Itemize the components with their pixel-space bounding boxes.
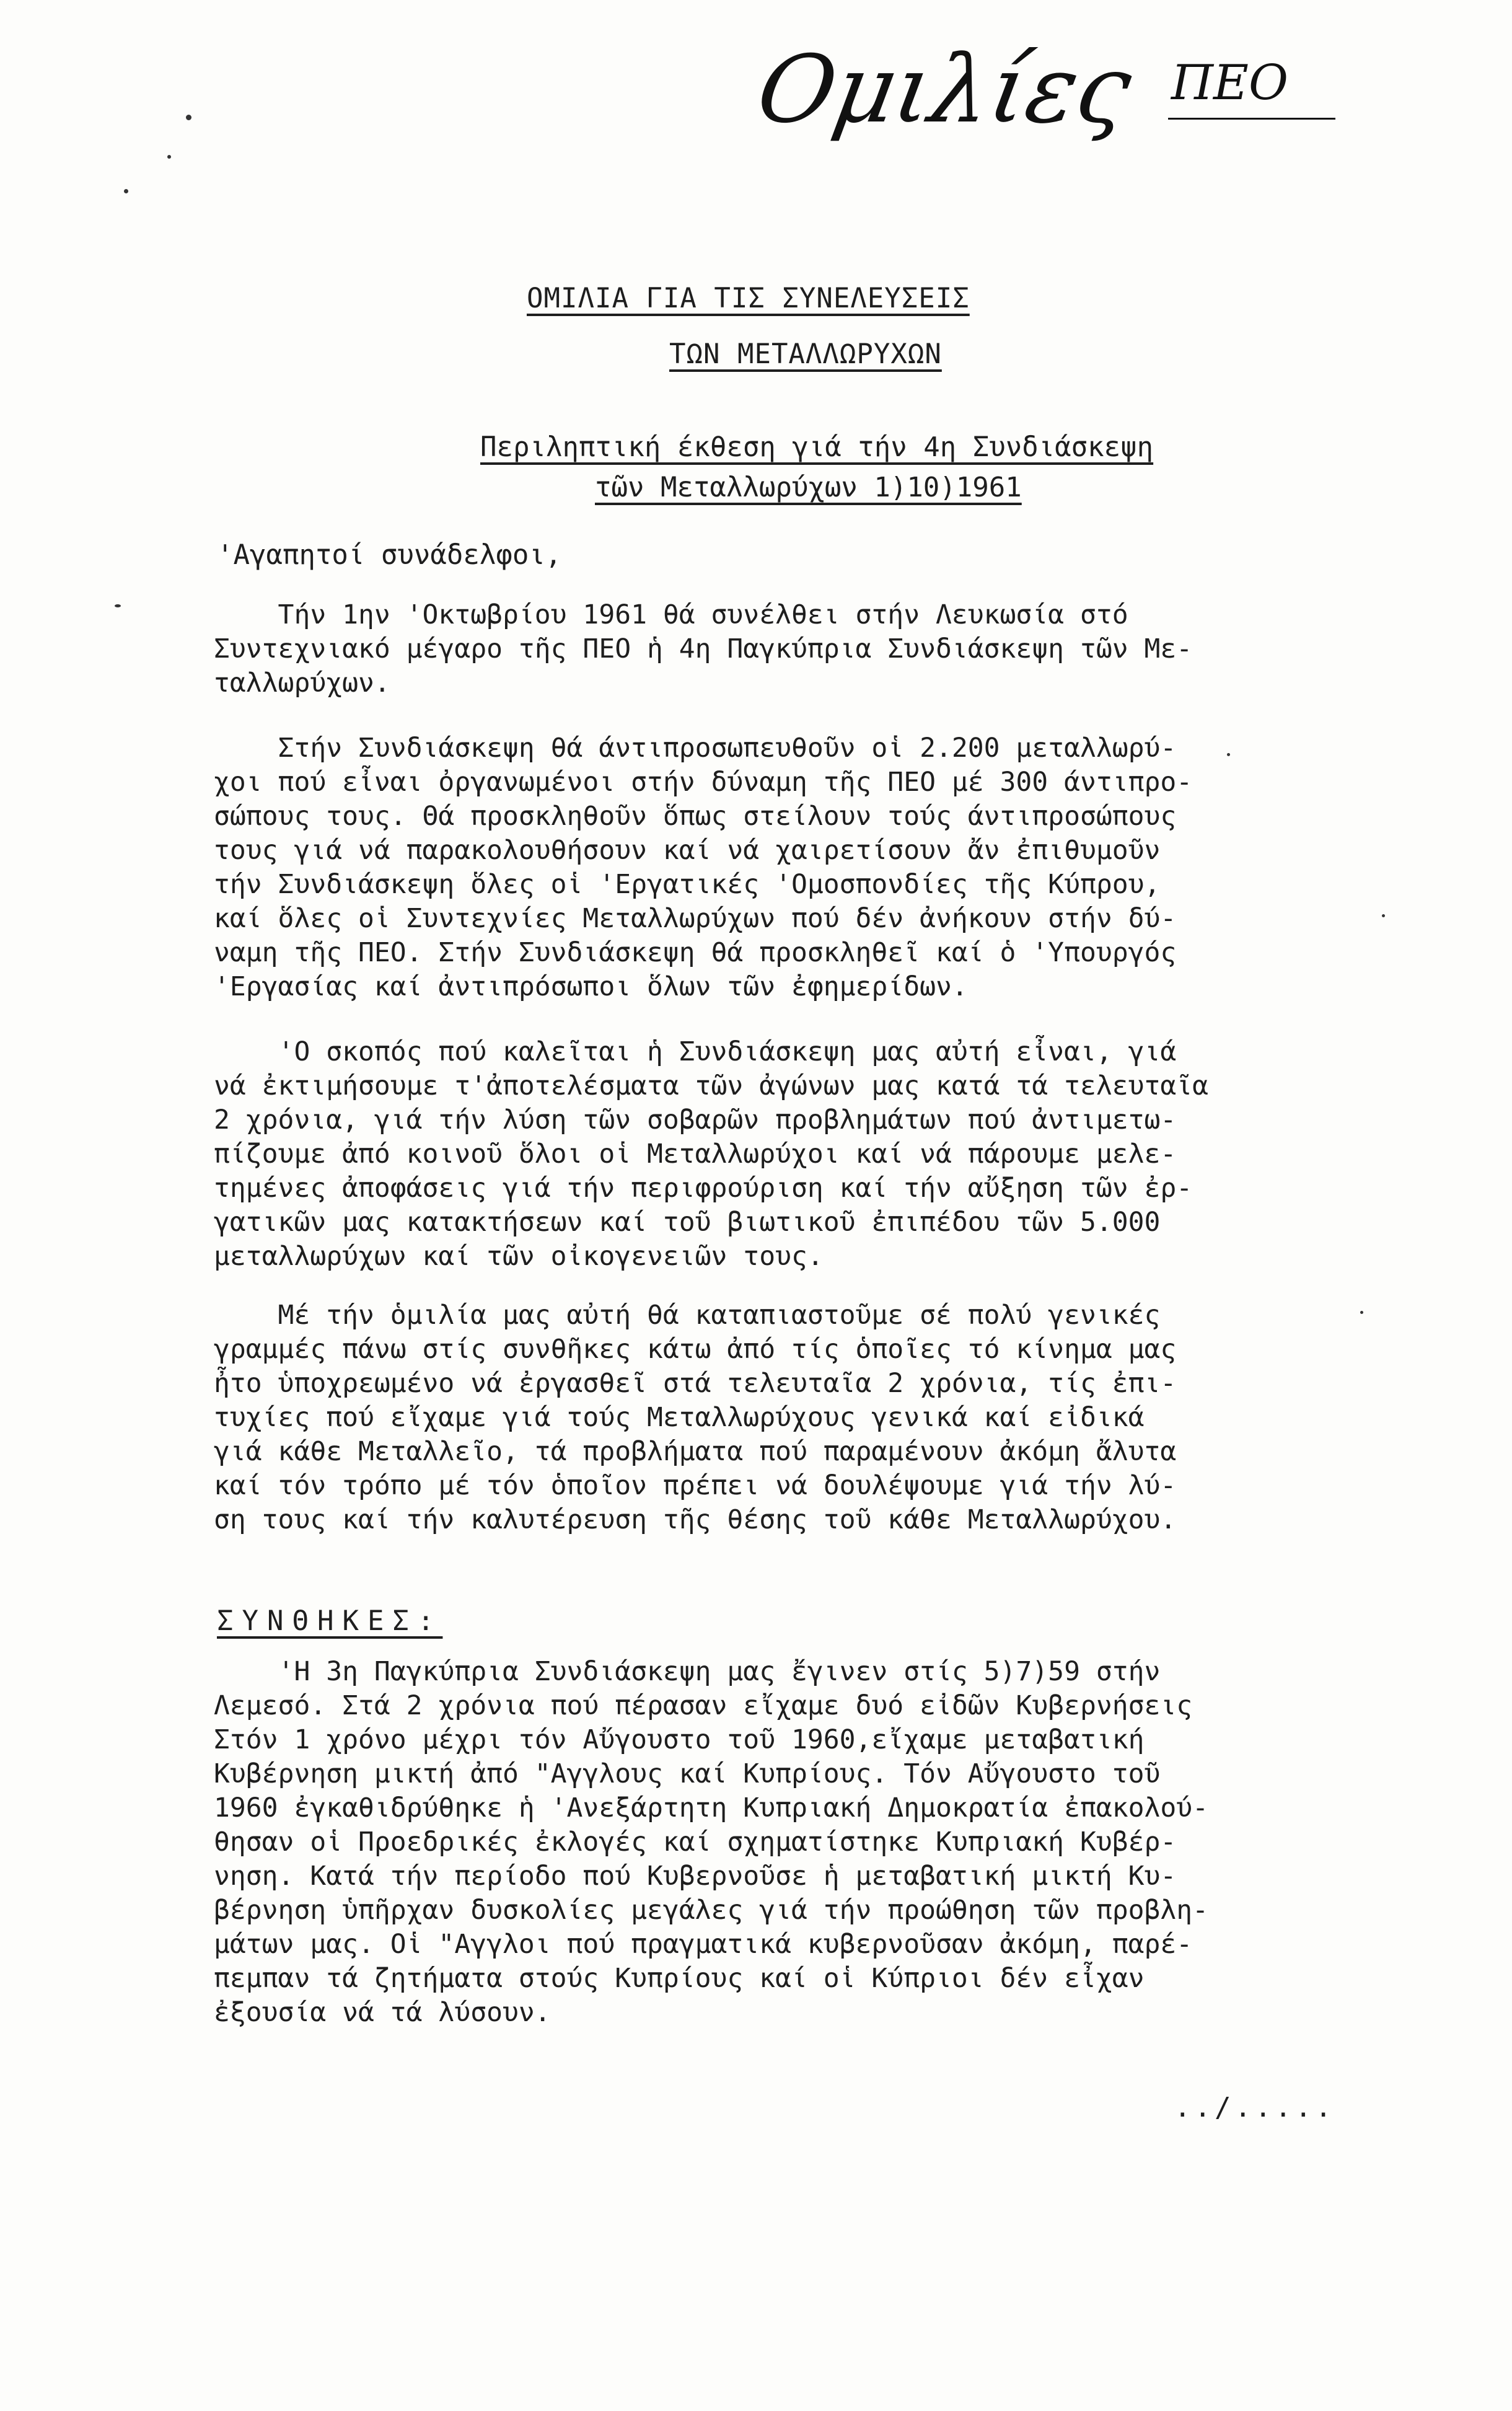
handwritten-title: Ομιλίες <box>749 36 1139 144</box>
heading-line-2: ΤΩΝ ΜΕΤΑΛΛΩΡΥΧΩΝ <box>669 338 942 370</box>
continuation-mark: ../..... <box>1174 2092 1335 2123</box>
text-line: τους γιά νά παρακολουθήσουν καί νά χαιρετίσουν ἄν ἐπιθυμοῦν <box>214 835 1161 866</box>
text-line: πεμπαν τά ζητήματα στούς Κυπρίους καί οἱ Κύπριοι δέν εἶχαν <box>214 1963 1145 1994</box>
paragraph-1 <box>214 598 1397 700</box>
text-line: χοι πού εἶναι ὀργανωμένοι στήν δύναμη τῆς ΠΕΟ μέ 300 άντιπρο- <box>214 767 1193 798</box>
text-line: νηση. Κατά τήν περίοδο πού Κυβερνοῦσε ἡ μεταβατική μικτή Κυ- <box>214 1861 1177 1892</box>
text-line: 'Η 3η Παγκύπρια Συνδιάσκεψη μας ἔγινεν στίς 5)7)59 στήν <box>214 1656 1161 1687</box>
paragraph-3 <box>214 1035 1397 1274</box>
text-line: τυχίες πού εἴχαμε γιά τούς Μεταλλωρύχους γενικά καί εἰδικά <box>214 1402 1145 1433</box>
text-line: γιά κάθε Μεταλλεῖο, τά προβλήματα πού παραμένουν ἀκόμη ἄλυτα <box>214 1436 1177 1467</box>
text-line: θησαν οἱ Προεδρικές ἐκλογές καί σχηματίστηκε Κυπριακή Κυβέρ- <box>214 1827 1177 1858</box>
scan-speck <box>167 155 171 159</box>
scan-speck <box>115 604 121 607</box>
text-line: 'Εργασίας καί ἀντιπρόσωποι ὅλων τῶν ἐφημερίδων. <box>214 971 968 1002</box>
text-line: μεταλλωρύχων καί τῶν οἰκογενειῶν τους. <box>214 1241 824 1272</box>
heading-line-1: ΟΜΙΛΙΑ ΓΙΑ ΤΙΣ ΣΥΝΕΛΕΥΣΕΙΣ <box>527 283 970 314</box>
text-line: μάτων μας. Οἱ "Αγγλοι πού πραγματικά κυβερνοῦσαν ἀκόμη, παρέ- <box>214 1929 1193 1960</box>
text-line: ναμη τῆς ΠΕΟ. Στήν Συνδιάσκεψη θά προσκληθεῖ καί ὁ 'Υπουργός <box>214 937 1177 968</box>
subheading-line-2: τῶν Μεταλλωρύχων 1)10)1961 <box>595 472 1022 503</box>
handwritten-underline <box>1168 118 1335 120</box>
text-line: τημένες ἀποφάσεις γιά τήν περιφρούριση καί τήν αὔξηση τῶν ἐρ- <box>214 1173 1193 1204</box>
scan-speck <box>1382 914 1385 917</box>
text-line: 2 χρόνια, γιά τήν λύση τῶν σοβαρῶν προβλημάτων πού ἀντιμετω- <box>214 1104 1177 1135</box>
scan-speck <box>124 189 128 193</box>
text-line: τήν Συνδιάσκεψη ὅλες οἱ 'Εργατικές 'Ομοσπονδίες τῆς Κύπρου, <box>214 869 1161 900</box>
text-line: ἦτο ὑποχρεωμένο νά ἐργασθεῖ στά τελευταῖα 2 χρόνια, τίς ἐπι- <box>214 1368 1177 1399</box>
text-line: ση τους καί τήν καλυτέρευση τῆς θέσης τοῦ κάθε Μεταλλωρύχου. <box>214 1504 1177 1535</box>
salutation: 'Αγαπητοί συνάδελφοι, <box>217 539 562 571</box>
paragraph-2 <box>214 731 1397 1004</box>
scan-speck <box>1360 1311 1363 1314</box>
scan-speck <box>1227 753 1230 756</box>
text-line: ταλλωρύχων. <box>214 668 390 699</box>
text-line: Μέ τήν ὁμιλία μας αὐτή θά καταπιαστοῦμε σέ πολύ γενικές <box>214 1300 1161 1331</box>
subheading-line-1: Περιληπτική έκθεση γιά τήν 4η Συνδιάσκεψη <box>480 431 1154 463</box>
text-line: καί ὅλες οἱ Συντεχνίες Μεταλλωρύχων πού δέν ἀνήκουν στήν δύ- <box>214 903 1177 934</box>
text-line: πίζουμε ἀπό κοινοῦ ὅλοι οἱ Μεταλλωρύχοι καί νά πάρουμε μελε- <box>214 1139 1177 1170</box>
text-line: Κυβέρνηση μικτή ἀπό "Αγγλους καί Κυπρίους. Τόν Αὔγουστο τοῦ <box>214 1758 1161 1789</box>
text-line: γατικῶν μας κατακτήσεων καί τοῦ βιωτικοῦ ἐπιπέδου τῶν 5.000 <box>214 1207 1161 1238</box>
scan-speck <box>186 115 191 120</box>
text-line: Τήν 1ην 'Οκτωβρίου 1961 θά συνέλθει στήν Λευκωσία στό <box>214 599 1128 630</box>
text-line: σώπους τους. Θά προσκληθοῦν ὅπως στείλουν τούς άντιπροσώπους <box>214 801 1177 832</box>
text-line: καί τόν τρόπο μέ τόν ὁποῖον πρέπει νά δουλέψουμε γιά τήν λύ- <box>214 1470 1177 1501</box>
text-line: Λεμεσό. Στά 2 χρόνια πού πέρασαν εἴχαμε δυό εἰδῶν Κυβερνήσεις <box>214 1690 1193 1721</box>
text-line: Συντεχνιακό μέγαρο τῆς ΠΕΟ ἡ 4η Παγκύπρια Συνδιάσκεψη τῶν Με- <box>214 633 1193 664</box>
text-line: βέρνηση ὑπῆρχαν δυσκολίες μεγάλες γιά τήν προώθηση τῶν προβλη- <box>214 1895 1209 1926</box>
text-line: νά ἐκτιμήσουμε τ'ἀποτελέσματα τῶν ἀγώνων μας κατά τά τελευταῖα <box>214 1070 1209 1101</box>
paragraph-4 <box>214 1298 1397 1537</box>
paragraph-5 <box>214 1655 1397 2030</box>
text-line: Στόν 1 χρόνο μέχρι τόν Αὔγουστο τοῦ 1960,εἴχαμε μεταβατική <box>214 1724 1145 1755</box>
handwritten-tag: ΠΕΟ <box>1171 55 1288 111</box>
text-line: γραμμές πάνω στίς συνθῆκες κάτω ἀπό τίς ὁποῖες τό κίνημα μας <box>214 1334 1177 1365</box>
text-line: 1960 ἐγκαθιδρύθηκε ἡ 'Ανεξάρτητη Κυπριακή Δημοκρατία ἐπακολού- <box>214 1792 1209 1823</box>
text-line: ἐξουσία νά τά λύσουν. <box>214 1997 551 2028</box>
text-line: 'Ο σκοπός πού καλεῖται ἡ Συνδιάσκεψη μας αὐτή εἶναι, γιά <box>214 1036 1177 1067</box>
section-heading: ΣΥΝΘΗΚΕΣ: <box>217 1605 443 1637</box>
text-line: Στήν Συνδιάσκεψη θά άντιπροσωπευθοῦν οἱ 2.200 μεταλλωρύ- <box>214 733 1177 764</box>
